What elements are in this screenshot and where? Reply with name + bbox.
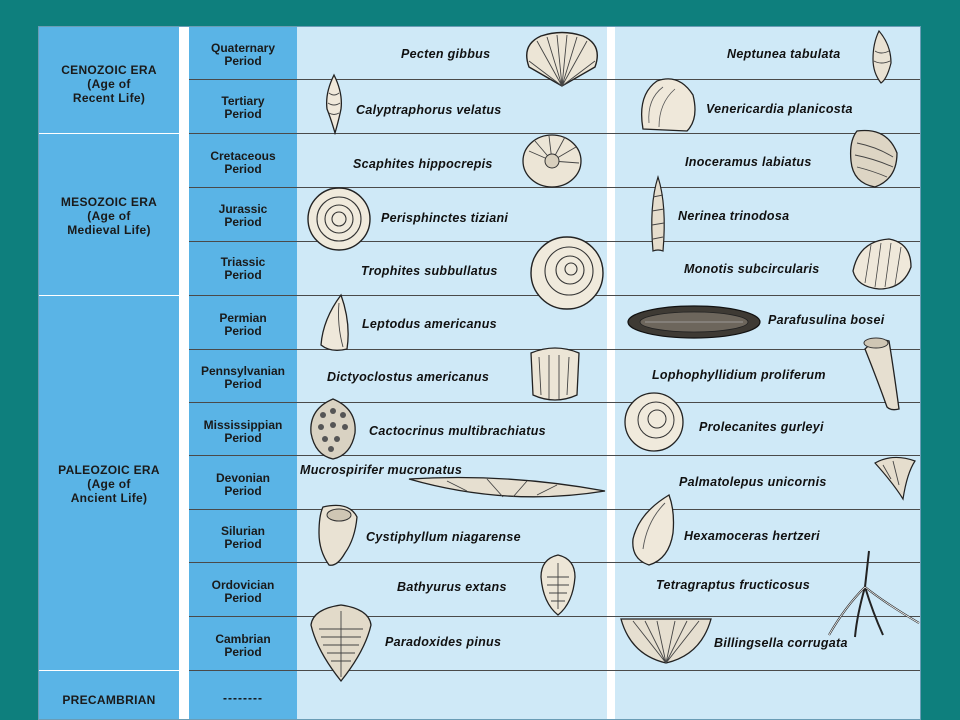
- trilobite-icon: [537, 553, 579, 617]
- goniatite-icon: [623, 389, 685, 455]
- period-label-cambrian: Cambrian Period: [215, 632, 271, 659]
- era-label-cenozoic: CENOZOIC ERA (Age of Recent Life): [61, 63, 157, 105]
- fusulinid-icon: [625, 303, 763, 341]
- horn-coral-icon: [859, 335, 903, 413]
- graptolite-icon: [825, 547, 921, 639]
- fossil-name: Prolecanites gurleyi: [699, 420, 824, 434]
- fossil-name: Venericardia planicosta: [706, 102, 853, 116]
- row-divider: [189, 455, 920, 456]
- ammonite-icon: [303, 185, 375, 253]
- trilobite-icon: [307, 603, 375, 683]
- era-divider: [39, 295, 179, 296]
- fossil-name: Billingsella corrugata: [714, 636, 848, 650]
- fossil-name: Parafusulina bosei: [768, 313, 885, 327]
- scallop-shell-icon: [517, 31, 607, 89]
- spirifer-shell-icon: [407, 467, 607, 507]
- period-label-tertiary: Tertiary Period: [221, 94, 265, 121]
- fossil-name: Paradoxides pinus: [385, 635, 502, 649]
- fossil-name: Mucrospirifer mucronatus: [300, 463, 463, 477]
- period-label-quaternary: Quaternary Period: [210, 41, 276, 68]
- snail-shell-icon: [869, 29, 895, 85]
- fossil-name: Inoceramus labiatus: [685, 155, 812, 169]
- precambrian-marker: --------: [223, 691, 263, 705]
- column-gap: [179, 27, 189, 719]
- fossil-name: Hexamoceras hertzeri: [684, 529, 820, 543]
- horn-coral-icon: [315, 503, 361, 571]
- crinoid-icon: [307, 397, 359, 461]
- period-label-cretaceous: Cretaceous Period: [210, 149, 276, 176]
- period-label-triassic: Triassic Period: [220, 255, 266, 282]
- period-label-jurassic: Jurassic Period: [218, 202, 268, 229]
- period-label-silurian: Silurian Period: [220, 524, 265, 551]
- fossil-name: Leptodus americanus: [362, 317, 497, 331]
- hexamoceras-shell-icon: [629, 493, 677, 567]
- fossil-name: Lophophyllidium proliferum: [652, 368, 826, 382]
- fossil-name: Pecten gibbus: [401, 47, 491, 61]
- ammonite-icon: [529, 231, 605, 315]
- era-label-paleozoic: PALEOZOIC ERA (Age of Ancient Life): [58, 463, 160, 505]
- period-label-permian: Permian Period: [219, 311, 267, 338]
- fossil-name: Scaphites hippocrepis: [353, 157, 493, 171]
- period-label-devonian: Devonian Period: [215, 471, 270, 498]
- fossil-name: Neptunea tabulata: [727, 47, 841, 61]
- era-divider: [39, 133, 179, 134]
- fossil-name: Tetragraptus fructicosus: [656, 578, 810, 592]
- scaphite-shell-icon: [521, 133, 583, 191]
- period-label-pennsylvanian: Pennsylvanian Period: [200, 364, 286, 391]
- fossil-name: Palmatolepus unicornis: [679, 475, 827, 489]
- row-divider: [189, 670, 920, 671]
- fossil-name: Nerinea trinodosa: [678, 209, 790, 223]
- row-divider: [189, 509, 920, 510]
- fossil-name: Dictyoclostus americanus: [327, 370, 490, 384]
- oyster-shell-icon: [847, 127, 899, 189]
- fossil-name: Trophites subbullatus: [361, 264, 498, 278]
- fossil-name: Perisphinctes tiziani: [381, 211, 509, 225]
- period-label-mississippian: Mississippian Period: [203, 418, 283, 445]
- era-divider: [39, 670, 179, 671]
- era-column: [39, 27, 179, 719]
- snail-shell-icon: [319, 73, 349, 135]
- geologic-time-chart: [38, 26, 921, 720]
- fossil-name: Calyptraphorus velatus: [356, 103, 502, 117]
- brachiopod-icon: [317, 293, 353, 353]
- era-label-precambrian: PRECAMBRIAN: [62, 693, 156, 707]
- monotis-shell-icon: [849, 235, 915, 293]
- fossil-name: Cactocrinus multibrachiatus: [369, 424, 546, 438]
- fossil-name: Bathyurus extans: [397, 580, 507, 594]
- era-label-mesozoic: MESOZOIC ERA (Age of Medieval Life): [60, 195, 158, 237]
- fossil-name: Monotis subcircularis: [684, 262, 820, 276]
- period-label-ordovician: Ordovician Period: [211, 578, 275, 605]
- nerinea-shell-icon: [647, 175, 669, 253]
- brachiopod-icon: [619, 615, 713, 665]
- conodont-icon: [873, 453, 917, 503]
- fossil-name: Cystiphyllum niagarense: [366, 530, 521, 544]
- clam-shell-icon: [635, 75, 699, 133]
- brachiopod-icon: [527, 343, 583, 405]
